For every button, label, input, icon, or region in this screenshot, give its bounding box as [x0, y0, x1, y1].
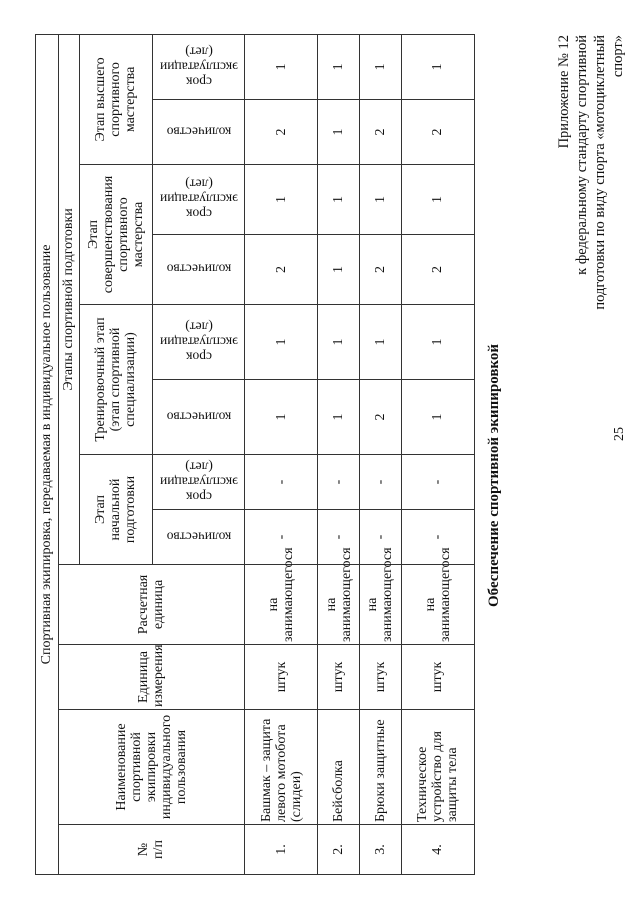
value-cell: 2: [401, 235, 474, 305]
value-cell: 1: [245, 34, 318, 99]
sub-term-label: срок эксплуатации (лет): [159, 319, 238, 365]
value-cell: -: [359, 510, 401, 565]
value-cell: -: [359, 455, 401, 510]
value-cell: 1: [318, 34, 360, 99]
sub-term-header: [153, 305, 245, 380]
value-cell: 1: [359, 34, 401, 99]
value-cell: -: [318, 455, 360, 510]
row-unit: штук: [359, 645, 401, 710]
table-row: [245, 34, 318, 874]
row-name: Брюки защитные: [359, 710, 401, 825]
value-cell: -: [401, 510, 474, 565]
sub-term-header: [153, 34, 245, 99]
sub-term-label: срок эксплуатации (лет): [159, 44, 238, 90]
document-title: Обеспечение спортивной экипировкой: [486, 343, 502, 607]
row-name: Бейсболка: [318, 710, 360, 825]
value-cell: 1: [359, 165, 401, 235]
table-row: [401, 34, 474, 874]
appendix-line-2: к федеральному стандарту спортивной: [574, 35, 590, 275]
value-cell: 1: [401, 165, 474, 235]
value-cell: 1: [245, 165, 318, 235]
row-name: Техническое устройство для защиты тела: [401, 710, 474, 825]
value-cell: 1: [359, 305, 401, 380]
row-unit: штук: [318, 645, 360, 710]
value-cell: -: [245, 455, 318, 510]
value-cell: 1: [245, 380, 318, 455]
table-row: [359, 34, 401, 874]
value-cell: 1: [245, 305, 318, 380]
appendix-line-1: Приложение № 12: [556, 35, 572, 149]
value-cell: 2: [359, 380, 401, 455]
value-cell: 1: [318, 165, 360, 235]
sub-qty-header: [153, 510, 245, 565]
row-calc: на занимающегося: [245, 565, 318, 645]
sub-term-header: [153, 455, 245, 510]
value-cell: -: [318, 510, 360, 565]
value-cell: 1: [401, 34, 474, 99]
row-no: 2.: [318, 825, 360, 875]
rotated-page: [20, 25, 640, 885]
row-unit: штук: [401, 645, 474, 710]
value-cell: 2: [401, 100, 474, 165]
col-calc-header: Расчетная единица: [58, 565, 244, 645]
page-number: 25: [612, 427, 627, 441]
row-no: 4.: [401, 825, 474, 875]
value-cell: 1: [318, 305, 360, 380]
row-name: Башмак – защита левого мотобота (слидеи): [245, 710, 318, 825]
sub-qty-label: количество: [166, 262, 231, 277]
value-cell: 1: [318, 100, 360, 165]
appendix-line-3: подготовки по виду спорта «мотоциклетный спорт»: [592, 35, 626, 310]
value-cell: -: [401, 455, 474, 510]
stage-header-4: Этап высшего спортивного мастерства: [79, 34, 152, 164]
value-cell: 1: [401, 380, 474, 455]
stage-header-2: Тренировочный этап (этап спортивной специализации): [79, 305, 152, 455]
sub-term-label: срок эксплуатации (лет): [159, 459, 238, 505]
row-calc: на занимающегося: [318, 565, 360, 645]
stages-header: Этапы спортивной подготовки: [58, 34, 79, 564]
row-calc: на занимающегося: [401, 565, 474, 645]
appendix-header: [555, 35, 627, 330]
sub-qty-label: количество: [166, 529, 231, 545]
col-no-header: № п/п: [58, 825, 244, 875]
col-unit-header: Единица измерения: [58, 645, 244, 710]
col-name-header: Наименование спортивной экипировки индивидуального пользования: [58, 710, 244, 825]
value-cell: 2: [359, 100, 401, 165]
sub-term-header: [153, 165, 245, 235]
value-cell: 1: [318, 380, 360, 455]
row-no: 1.: [245, 825, 318, 875]
table-row: [318, 34, 360, 874]
value-cell: 2: [245, 235, 318, 305]
value-cell: 1: [318, 235, 360, 305]
sub-qty-header: [153, 380, 245, 455]
sub-term-label: срок эксплуатации (лет): [159, 177, 238, 222]
value-cell: 1: [401, 305, 474, 380]
stage-header-3: Этап совершенствования спортивного мастерства: [79, 165, 152, 305]
sub-qty-header: [153, 235, 245, 305]
value-cell: -: [245, 510, 318, 565]
equipment-table: [35, 34, 475, 875]
row-no: 3.: [359, 825, 401, 875]
sub-qty-label: количество: [166, 409, 231, 425]
sub-qty-header: [153, 100, 245, 165]
main-header-cell: Спортивная экипировка, передаваемая в индивидуальное пользование: [36, 34, 59, 874]
stage-header-1: Этап начальной подготовки: [79, 455, 152, 565]
row-unit: штук: [245, 645, 318, 710]
sub-qty-label: количество: [166, 124, 231, 140]
row-calc: на занимающегося: [359, 565, 401, 645]
value-cell: 2: [245, 100, 318, 165]
value-cell: 2: [359, 235, 401, 305]
